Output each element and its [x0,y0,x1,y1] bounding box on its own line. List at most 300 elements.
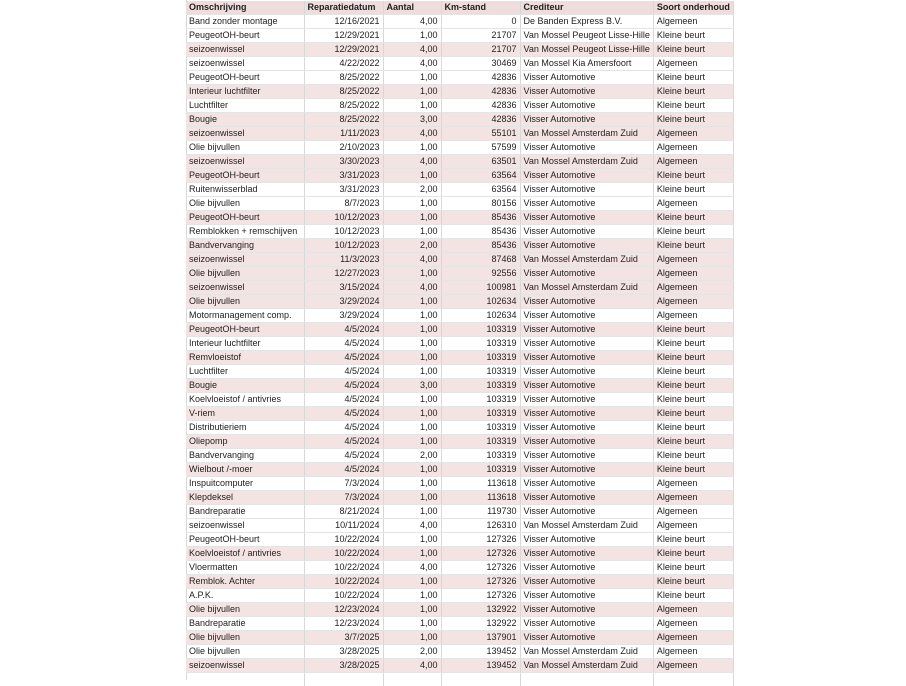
cell-km[interactable]: 139452 [441,659,520,673]
cell-aantal[interactable]: 4,00 [383,561,441,575]
cell-omschrijving[interactable]: V-riem [186,407,304,421]
cell-datum[interactable]: 10/22/2024 [304,547,383,561]
cell-aantal[interactable]: 1,00 [383,85,441,99]
empty-cell[interactable] [186,673,304,686]
cell-omschrijving[interactable]: Ruitenwisserblad [186,183,304,197]
cell-datum[interactable]: 7/3/2024 [304,491,383,505]
cell-datum[interactable]: 10/22/2024 [304,575,383,589]
cell-soort[interactable]: Kleine beurt [653,407,733,421]
cell-aantal[interactable]: 1,00 [383,393,441,407]
cell-aantal[interactable]: 1,00 [383,631,441,645]
cell-aantal[interactable]: 4,00 [383,127,441,141]
cell-crediteur[interactable]: Visser Automotive [520,351,653,365]
cell-aantal[interactable]: 1,00 [383,197,441,211]
cell-datum[interactable]: 4/5/2024 [304,393,383,407]
cell-crediteur[interactable]: Van Mossel Amsterdam Zuid [520,253,653,267]
cell-crediteur[interactable]: Visser Automotive [520,477,653,491]
cell-soort[interactable]: Kleine beurt [653,85,733,99]
cell-soort[interactable]: Kleine beurt [653,183,733,197]
cell-crediteur[interactable]: Visser Automotive [520,211,653,225]
cell-crediteur[interactable]: Visser Automotive [520,141,653,155]
cell-omschrijving[interactable]: Luchtfilter [186,365,304,379]
cell-aantal[interactable]: 2,00 [383,183,441,197]
cell-km[interactable]: 42836 [441,99,520,113]
cell-km[interactable]: 103319 [441,449,520,463]
cell-km[interactable]: 63564 [441,169,520,183]
cell-crediteur[interactable]: Visser Automotive [520,183,653,197]
cell-km[interactable]: 132922 [441,603,520,617]
cell-aantal[interactable]: 1,00 [383,505,441,519]
cell-datum[interactable]: 12/23/2024 [304,603,383,617]
empty-cell[interactable] [653,673,733,686]
cell-datum[interactable]: 4/5/2024 [304,407,383,421]
cell-crediteur[interactable]: Visser Automotive [520,169,653,183]
cell-omschrijving[interactable]: seizoenwissel [186,519,304,533]
cell-omschrijving[interactable]: Remblokken + remschijven [186,225,304,239]
cell-soort[interactable]: Kleine beurt [653,393,733,407]
cell-aantal[interactable]: 1,00 [383,71,441,85]
cell-crediteur[interactable]: Visser Automotive [520,407,653,421]
cell-omschrijving[interactable]: Olie bijvullen [186,197,304,211]
cell-soort[interactable]: Kleine beurt [653,351,733,365]
cell-crediteur[interactable]: Van Mossel Amsterdam Zuid [520,281,653,295]
cell-soort[interactable]: Kleine beurt [653,533,733,547]
cell-crediteur[interactable]: Visser Automotive [520,393,653,407]
table-row [186,393,733,407]
cell-soort[interactable]: Algemeen [653,267,733,281]
cell-km[interactable]: 103319 [441,351,520,365]
cell-km[interactable]: 103319 [441,337,520,351]
cell-km[interactable]: 80156 [441,197,520,211]
cell-crediteur[interactable]: Van Mossel Amsterdam Zuid [520,659,653,673]
cell-datum[interactable]: 4/5/2024 [304,337,383,351]
cell-crediteur[interactable]: Van Mossel Amsterdam Zuid [520,519,653,533]
cell-aantal[interactable]: 1,00 [383,491,441,505]
cell-soort[interactable]: Algemeen [653,295,733,309]
cell-omschrijving[interactable]: Distributieriem [186,421,304,435]
cell-aantal[interactable]: 1,00 [383,547,441,561]
cell-aantal[interactable]: 4,00 [383,15,441,29]
cell-omschrijving[interactable]: Bandvervanging [186,239,304,253]
cell-soort[interactable]: Kleine beurt [653,225,733,239]
cell-soort[interactable]: Kleine beurt [653,575,733,589]
table-row [186,211,733,225]
cell-aantal[interactable]: 3,00 [383,379,441,393]
cell-omschrijving[interactable]: PeugeotOH-beurt [186,169,304,183]
cell-datum[interactable]: 3/7/2025 [304,631,383,645]
cell-datum[interactable]: 10/12/2023 [304,239,383,253]
cell-crediteur[interactable]: Visser Automotive [520,309,653,323]
empty-cell[interactable] [304,673,383,686]
cell-crediteur[interactable]: Visser Automotive [520,295,653,309]
cell-crediteur[interactable]: Visser Automotive [520,337,653,351]
cell-km[interactable]: 87468 [441,253,520,267]
cell-aantal[interactable]: 4,00 [383,253,441,267]
cell-datum[interactable]: 8/7/2023 [304,197,383,211]
cell-datum[interactable]: 2/10/2023 [304,141,383,155]
cell-soort[interactable]: Algemeen [653,15,733,29]
cell-soort[interactable]: Kleine beurt [653,561,733,575]
header-aantal[interactable]: Aantal [383,1,441,15]
cell-datum[interactable]: 8/25/2022 [304,71,383,85]
cell-datum[interactable]: 12/29/2021 [304,29,383,43]
cell-omschrijving[interactable]: seizoenwissel [186,253,304,267]
cell-crediteur[interactable]: Van Mossel Amsterdam Zuid [520,155,653,169]
cell-omschrijving[interactable]: Bougie [186,379,304,393]
cell-aantal[interactable]: 1,00 [383,603,441,617]
cell-km[interactable]: 139452 [441,645,520,659]
cell-datum[interactable]: 3/28/2025 [304,645,383,659]
cell-aantal[interactable]: 1,00 [383,169,441,183]
cell-soort[interactable]: Algemeen [653,477,733,491]
cell-omschrijving[interactable]: Olie bijvullen [186,645,304,659]
cell-km[interactable]: 103319 [441,421,520,435]
cell-omschrijving[interactable]: Band zonder montage [186,15,304,29]
cell-soort[interactable]: Kleine beurt [653,449,733,463]
cell-crediteur[interactable]: Visser Automotive [520,561,653,575]
cell-omschrijving[interactable]: Klepdeksel [186,491,304,505]
cell-km[interactable]: 127326 [441,575,520,589]
cell-crediteur[interactable]: Visser Automotive [520,463,653,477]
cell-crediteur[interactable]: Visser Automotive [520,631,653,645]
cell-soort[interactable]: Algemeen [653,491,733,505]
cell-datum[interactable]: 10/22/2024 [304,561,383,575]
cell-crediteur[interactable]: Visser Automotive [520,225,653,239]
cell-omschrijving[interactable]: Koelvloeistof / antivries [186,393,304,407]
cell-datum[interactable]: 3/31/2023 [304,169,383,183]
cell-crediteur[interactable]: Visser Automotive [520,505,653,519]
cell-km[interactable]: 103319 [441,365,520,379]
table-row [186,337,733,351]
cell-crediteur[interactable]: De Banden Express B.V. [520,15,653,29]
cell-km[interactable]: 21707 [441,43,520,57]
cell-km[interactable]: 137901 [441,631,520,645]
cell-aantal[interactable]: 1,00 [383,421,441,435]
cell-km[interactable]: 103319 [441,393,520,407]
cell-aantal[interactable]: 1,00 [383,463,441,477]
empty-cell[interactable] [520,673,653,686]
cell-aantal[interactable]: 1,00 [383,589,441,603]
cell-km[interactable]: 57599 [441,141,520,155]
cell-omschrijving[interactable]: Vloermatten [186,561,304,575]
cell-soort[interactable]: Kleine beurt [653,421,733,435]
header-soort-onderhoud[interactable]: Soort onderhoud [653,1,733,15]
cell-omschrijving[interactable]: seizoenwissel [186,127,304,141]
cell-datum[interactable]: 12/16/2021 [304,15,383,29]
cell-crediteur[interactable]: Visser Automotive [520,589,653,603]
cell-soort[interactable]: Kleine beurt [653,43,733,57]
cell-omschrijving[interactable]: PeugeotOH-beurt [186,211,304,225]
cell-omschrijving[interactable]: Bandreparatie [186,505,304,519]
cell-aantal[interactable]: 1,00 [383,365,441,379]
cell-aantal[interactable]: 1,00 [383,99,441,113]
cell-soort[interactable]: Kleine beurt [653,379,733,393]
cell-crediteur[interactable]: Visser Automotive [520,99,653,113]
cell-datum[interactable]: 10/12/2023 [304,211,383,225]
cell-datum[interactable]: 10/22/2024 [304,533,383,547]
cell-crediteur[interactable]: Visser Automotive [520,491,653,505]
cell-crediteur[interactable]: Visser Automotive [520,533,653,547]
cell-crediteur[interactable]: Van Mossel Kia Amersfoort [520,57,653,71]
cell-omschrijving[interactable]: Bandreparatie [186,617,304,631]
cell-crediteur[interactable]: Visser Automotive [520,197,653,211]
cell-crediteur[interactable]: Visser Automotive [520,85,653,99]
cell-km[interactable]: 55101 [441,127,520,141]
cell-datum[interactable]: 4/5/2024 [304,421,383,435]
header-crediteur[interactable]: Crediteur [520,1,653,15]
cell-omschrijving[interactable]: A.P.K. [186,589,304,603]
cell-km[interactable]: 42836 [441,113,520,127]
cell-crediteur[interactable]: Visser Automotive [520,379,653,393]
cell-omschrijving[interactable]: Motormanagement comp. [186,309,304,323]
cell-km[interactable]: 30469 [441,57,520,71]
cell-soort[interactable]: Algemeen [653,253,733,267]
cell-datum[interactable]: 12/29/2021 [304,43,383,57]
cell-omschrijving[interactable]: Bougie [186,113,304,127]
cell-crediteur[interactable]: Visser Automotive [520,435,653,449]
cell-datum[interactable]: 10/22/2024 [304,589,383,603]
cell-datum[interactable]: 12/23/2024 [304,617,383,631]
table-row [186,43,733,57]
cell-km[interactable]: 103319 [441,379,520,393]
cell-omschrijving[interactable]: seizoenwissel [186,281,304,295]
cell-aantal[interactable]: 2,00 [383,449,441,463]
cell-km[interactable]: 127326 [441,589,520,603]
cell-aantal[interactable]: 4,00 [383,43,441,57]
cell-datum[interactable]: 3/28/2025 [304,659,383,673]
cell-crediteur[interactable]: Visser Automotive [520,575,653,589]
cell-km[interactable]: 85436 [441,225,520,239]
cell-km[interactable]: 126310 [441,519,520,533]
cell-soort[interactable]: Kleine beurt [653,99,733,113]
cell-crediteur[interactable]: Van Mossel Amsterdam Zuid [520,127,653,141]
cell-datum[interactable]: 4/5/2024 [304,351,383,365]
cell-datum[interactable]: 4/5/2024 [304,365,383,379]
cell-aantal[interactable]: 1,00 [383,477,441,491]
cell-datum[interactable]: 4/5/2024 [304,463,383,477]
cell-km[interactable]: 85436 [441,239,520,253]
cell-datum[interactable]: 3/31/2023 [304,183,383,197]
cell-crediteur[interactable]: Visser Automotive [520,323,653,337]
cell-omschrijving[interactable]: Luchtfilter [186,99,304,113]
cell-soort[interactable]: Algemeen [653,155,733,169]
cell-soort[interactable]: Kleine beurt [653,239,733,253]
cell-soort[interactable]: Algemeen [653,631,733,645]
cell-soort[interactable]: Algemeen [653,57,733,71]
cell-omschrijving[interactable]: PeugeotOH-beurt [186,533,304,547]
cell-aantal[interactable]: 2,00 [383,645,441,659]
cell-aantal[interactable]: 1,00 [383,267,441,281]
cell-km[interactable]: 103319 [441,435,520,449]
cell-omschrijving[interactable]: Olie bijvullen [186,141,304,155]
cell-datum[interactable]: 7/3/2024 [304,477,383,491]
cell-km[interactable]: 102634 [441,295,520,309]
cell-crediteur[interactable]: Visser Automotive [520,113,653,127]
cell-datum[interactable]: 4/5/2024 [304,379,383,393]
cell-soort[interactable]: Kleine beurt [653,337,733,351]
cell-aantal[interactable]: 1,00 [383,351,441,365]
cell-datum[interactable]: 10/12/2023 [304,225,383,239]
cell-omschrijving[interactable]: Oliepomp [186,435,304,449]
cell-omschrijving[interactable]: Olie bijvullen [186,603,304,617]
cell-aantal[interactable]: 1,00 [383,295,441,309]
cell-omschrijving[interactable]: PeugeotOH-beurt [186,323,304,337]
cell-soort[interactable]: Algemeen [653,603,733,617]
cell-crediteur[interactable]: Visser Automotive [520,421,653,435]
cell-datum[interactable]: 8/25/2022 [304,85,383,99]
cell-datum[interactable]: 10/11/2024 [304,519,383,533]
cell-crediteur[interactable]: Visser Automotive [520,267,653,281]
cell-datum[interactable]: 1/11/2023 [304,127,383,141]
cell-soort[interactable]: Kleine beurt [653,365,733,379]
cell-soort[interactable]: Kleine beurt [653,211,733,225]
cell-km[interactable]: 103319 [441,323,520,337]
cell-aantal[interactable]: 1,00 [383,323,441,337]
cell-soort[interactable]: Algemeen [653,127,733,141]
cell-aantal[interactable]: 4,00 [383,281,441,295]
cell-aantal[interactable]: 1,00 [383,407,441,421]
cell-soort[interactable]: Kleine beurt [653,113,733,127]
cell-crediteur[interactable]: Visser Automotive [520,71,653,85]
cell-aantal[interactable]: 1,00 [383,575,441,589]
header-km-stand[interactable]: Km-stand [441,1,520,15]
cell-crediteur[interactable]: Visser Automotive [520,603,653,617]
cell-km[interactable]: 63564 [441,183,520,197]
cell-crediteur[interactable]: Visser Automotive [520,239,653,253]
cell-km[interactable]: 0 [441,15,520,29]
cell-crediteur[interactable]: Visser Automotive [520,617,653,631]
cell-aantal[interactable]: 4,00 [383,519,441,533]
cell-soort[interactable]: Kleine beurt [653,435,733,449]
cell-km[interactable]: 85436 [441,211,520,225]
cell-datum[interactable]: 11/3/2023 [304,253,383,267]
cell-omschrijving[interactable]: Interieur luchtfilter [186,85,304,99]
cell-crediteur[interactable]: Van Mossel Peugeot Lisse-Hille [520,29,653,43]
cell-soort[interactable]: Algemeen [653,505,733,519]
cell-crediteur[interactable]: Van Mossel Amsterdam Zuid [520,645,653,659]
cell-aantal[interactable]: 4,00 [383,57,441,71]
cell-soort[interactable]: Algemeen [653,645,733,659]
cell-crediteur[interactable]: Visser Automotive [520,449,653,463]
cell-omschrijving[interactable]: Remvloeistof [186,351,304,365]
cell-crediteur[interactable]: Visser Automotive [520,365,653,379]
cell-km[interactable]: 102634 [441,309,520,323]
cell-soort[interactable]: Kleine beurt [653,323,733,337]
cell-omschrijving[interactable]: Interieur luchtfilter [186,337,304,351]
cell-km[interactable]: 113618 [441,491,520,505]
cell-km[interactable]: 127326 [441,533,520,547]
empty-cell[interactable] [441,673,520,686]
cell-km[interactable]: 119730 [441,505,520,519]
cell-aantal[interactable]: 1,00 [383,617,441,631]
cell-soort[interactable]: Algemeen [653,519,733,533]
header-omschrijving[interactable]: Omschrijving [186,1,304,15]
cell-crediteur[interactable]: Visser Automotive [520,547,653,561]
cell-omschrijving[interactable]: Wielbout /-moer [186,463,304,477]
cell-soort[interactable]: Kleine beurt [653,29,733,43]
cell-datum[interactable]: 4/5/2024 [304,449,383,463]
cell-omschrijving[interactable]: PeugeotOH-beurt [186,71,304,85]
cell-km[interactable]: 127326 [441,561,520,575]
cell-datum[interactable]: 3/29/2024 [304,309,383,323]
cell-aantal[interactable]: 1,00 [383,211,441,225]
cell-soort[interactable]: Kleine beurt [653,589,733,603]
empty-cell[interactable] [383,673,441,686]
cell-datum[interactable]: 3/15/2024 [304,281,383,295]
cell-omschrijving[interactable]: Olie bijvullen [186,267,304,281]
cell-omschrijving[interactable]: Koelvloeistof / antivries [186,547,304,561]
cell-km[interactable]: 63501 [441,155,520,169]
cell-omschrijving[interactable]: Remblok. Achter [186,575,304,589]
cell-soort[interactable]: Kleine beurt [653,547,733,561]
cell-soort[interactable]: Algemeen [653,659,733,673]
cell-crediteur[interactable]: Van Mossel Peugeot Lisse-Hille [520,43,653,57]
cell-datum[interactable]: 4/5/2024 [304,435,383,449]
cell-soort[interactable]: Kleine beurt [653,71,733,85]
table-row [186,589,733,603]
cell-aantal[interactable]: 1,00 [383,225,441,239]
cell-omschrijving[interactable]: PeugeotOH-beurt [186,29,304,43]
cell-soort[interactable]: Algemeen [653,281,733,295]
cell-datum[interactable]: 8/25/2022 [304,99,383,113]
cell-aantal[interactable]: 1,00 [383,337,441,351]
cell-omschrijving[interactable]: Olie bijvullen [186,631,304,645]
table-row [186,575,733,589]
cell-omschrijving[interactable]: seizoenwissel [186,155,304,169]
cell-datum[interactable]: 12/27/2023 [304,267,383,281]
cell-km[interactable]: 113618 [441,477,520,491]
cell-datum[interactable]: 4/22/2022 [304,57,383,71]
cell-soort[interactable]: Algemeen [653,309,733,323]
cell-omschrijving[interactable]: Bandvervanging [186,449,304,463]
cell-omschrijving[interactable]: Inspuitcomputer [186,477,304,491]
cell-omschrijving[interactable]: seizoenwissel [186,43,304,57]
cell-aantal[interactable]: 4,00 [383,659,441,673]
cell-km[interactable]: 103319 [441,407,520,421]
cell-datum[interactable]: 8/21/2024 [304,505,383,519]
cell-aantal[interactable]: 4,00 [383,155,441,169]
cell-km[interactable]: 42836 [441,71,520,85]
header-reparatiedatum[interactable]: Reparatiedatum [304,1,383,15]
cell-km[interactable]: 100981 [441,281,520,295]
cell-soort[interactable]: Kleine beurt [653,169,733,183]
cell-aantal[interactable]: 1,00 [383,533,441,547]
cell-aantal[interactable]: 1,00 [383,29,441,43]
cell-km[interactable]: 21707 [441,29,520,43]
cell-aantal[interactable]: 3,00 [383,113,441,127]
cell-omschrijving[interactable]: seizoenwissel [186,57,304,71]
cell-km[interactable]: 132922 [441,617,520,631]
cell-datum[interactable]: 4/5/2024 [304,323,383,337]
cell-omschrijving[interactable]: seizoenwissel [186,659,304,673]
cell-soort[interactable]: Algemeen [653,617,733,631]
cell-aantal[interactable]: 1,00 [383,309,441,323]
cell-datum[interactable]: 3/30/2023 [304,155,383,169]
cell-soort[interactable]: Algemeen [653,197,733,211]
cell-aantal[interactable]: 1,00 [383,141,441,155]
cell-soort[interactable]: Kleine beurt [653,463,733,477]
cell-km[interactable]: 42836 [441,85,520,99]
cell-km[interactable]: 127326 [441,547,520,561]
cell-km[interactable]: 92556 [441,267,520,281]
cell-datum[interactable]: 3/29/2024 [304,295,383,309]
cell-omschrijving[interactable]: Olie bijvullen [186,295,304,309]
cell-aantal[interactable]: 1,00 [383,435,441,449]
cell-soort[interactable]: Algemeen [653,141,733,155]
cell-datum[interactable]: 8/25/2022 [304,113,383,127]
cell-aantal[interactable]: 2,00 [383,239,441,253]
cell-km[interactable]: 103319 [441,463,520,477]
